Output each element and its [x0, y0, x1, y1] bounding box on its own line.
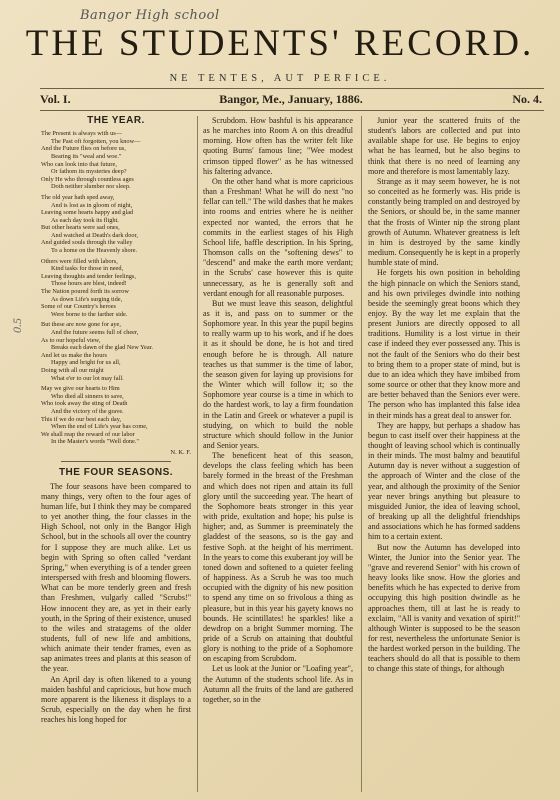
poem-line: The Past oft forgotten, you know—	[51, 137, 141, 145]
poem-line: Bearing its "weal and woe."	[51, 152, 122, 160]
column-divider	[361, 116, 362, 792]
poem-line: But these are now gone for aye,	[41, 321, 121, 329]
rule-top	[40, 88, 544, 89]
poem-line: Kind tasks for those in need,	[51, 265, 124, 273]
essay-paragraph: But now the Autumn has developed into Winter, the Junior into the Senior year. The "grave and reverend Senior" with his crown of heavy looks like snow. How the glories and benefits which he has expected to derive from occupying this high position dwindle as he approaches them, till at last he is ready to exclaim, "All is vanity and vexation of spirit!" although Winter is supposed to be the season for rest, nevertheless the unfortunate Senior is the hardest worked person in the building. The teachers should do all that is possible to them to change this state of things, for although	[368, 542, 520, 674]
poem-line: Who took away the sting of Death	[41, 400, 128, 408]
rule-under-issue	[40, 110, 544, 111]
poem-signature: N. K. F.	[170, 448, 191, 456]
essay-paragraph: He forgets his own position in beholding the high pinnacle on which the Seniors stand, and his own privileges dwindle into nothing beside the seemingly great boons which they enjoy. By the way let me explain that the present Juniors are directly opposed to all traditions. Humility is a lost virtue in their case if indeed they ever possessed any. This is not the fault of the Seniors who do their best to bring them to a proper state of mind, but is due to an idea which they have imbibed from some source or other that they know more and are better behaved than the Seniors ever were. The person who has implanted this false idea in their minds has a great deal to answer for.	[368, 268, 520, 420]
poem-line: The old year hath sped away,	[41, 193, 115, 201]
column-2	[203, 116, 353, 796]
poem-line: And is lost as in gloom of night,	[51, 201, 133, 209]
poem-line: May we give our hearts to Him	[41, 385, 120, 393]
essay-paragraph: On the other hand what is more capricious than a Freshman! What he will do next "no fellar can tell." The wild dashes that he makes into rooms and entries where he is neither expected nor wanted, the errors that he commits in the earliest stages of his High School life, baffle description. In his Spring, Thomson calls on the "softening dews" to "descend" and make the earth more verdant; in the Scrubs' case however this is quite unnecessary, as he is generally soft and verdant enough for all reasonable purposes.	[203, 176, 353, 298]
essay-paragraph: But we must leave this season, delightful as it is, and pass on to summer or the Sophomore year. In this year the pupil begins to really warm up to his work, and if he does it as it should be done, he is hot and tired enough before he is through. All nature teaches us that summer is the time of labor, the season given for laying up provisions for the Winter which will follow it; so the Sophomore year course is a time in which to do the hardest work, to lay a firm foundation in the Latin and Greek or whatever a pupil is studying, on which to build the noble structure which should follow in the Junior and Senior years.	[203, 298, 353, 450]
poem-line: And the future seems full of cheer,	[51, 329, 139, 336]
poem-line: To a home on the Heavenly shore.	[51, 247, 138, 255]
essay-paragraph: An April day is often likened to a young maiden bashful and capricious, but how much more apparent is the likeness it displays to a Scrub, especially on the day when he first reaches his long hoped for	[41, 674, 191, 725]
poem-line: And watched at Death's dark door,	[51, 231, 138, 239]
dateline: Bangor, Me., January, 1886.	[219, 92, 363, 106]
essay-paragraph: They are happy, but perhaps a shadow has begun to cast itself over their happiness at the thought of leaving school which is continually in their minds. The most balmy and beautiful Autumn day is never without a suggestion of the approach of Winter and the close of the year, and although the proximity of the Senior year never brings anything but pleasure to misguided Junior, the idea of leaving school, of breaking up all the delightful friendships and associations which he has formed saddens him to a certain extent.	[368, 420, 520, 542]
poem-line: Some of our Country's heroes	[41, 303, 116, 311]
column-divider	[197, 116, 198, 792]
essay-paragraph: The four seasons have been compared to many things, very often to the four ages of human life, but I think they may be compared to yet another thing, the four classes in the High School, not only in the Bangor High School, but in the schools all over the country for I suppose they are much alike. Let us begin with Spring so often called "verdant Spring," when everything is of a tender green interspersed with fresh and blooming flowers. What can be more tenderly green and fresh than Freshmen, vulgarly called "Scrubs!" How innocent they are, as yet in their early youth, in the Spring of their existence, unused to the wiles and stratagems of the older students, full of new life and ambitions, which animate their tender frames, even as sap animates trees and plants at this season of the year.	[41, 481, 191, 674]
poem-line: In the Master's words "Well done."	[51, 438, 139, 446]
essay-paragraph: Junior year the scattered fruits of the student's labors are collected and put into available shape for use. He begins to enjoy what he has learned, but he also begins to think that there is no need of learning any more and therefore is most lamentably lazy.	[368, 116, 520, 176]
poem-line: Happy and bright for us all,	[51, 359, 121, 367]
poem-line: And guided souls through the valley	[41, 239, 133, 247]
masthead-title: THE STUDENTS' RECORD.	[25, 23, 535, 64]
poem-line: Doth neither slumber nor sleep.	[51, 183, 131, 191]
poem-line: The Present is always with us—	[41, 130, 122, 138]
poem-stanza	[41, 194, 191, 255]
poem-line: Doing with all our might	[41, 366, 104, 374]
poem-line: Breaks each dawn of the glad New Year.	[51, 344, 153, 352]
poem-line: And the victory of the grave.	[51, 407, 124, 415]
essay-column-1	[41, 482, 191, 726]
poem-line: Who died all sinners to save,	[51, 392, 124, 400]
column-1	[41, 116, 191, 796]
poem-line: What e'er to our lot may fall.	[51, 374, 124, 382]
poem-line: Or fathom its mysteries deep?	[51, 168, 127, 176]
issue-number: No. 4.	[512, 92, 542, 106]
column-3	[368, 116, 520, 796]
poem-stanza	[41, 385, 191, 446]
poem-line: Those hours are blest, indeed!	[51, 280, 127, 288]
poem-line: Leaving some hearts happy and glad	[41, 209, 134, 217]
essay-column-3	[368, 116, 520, 675]
poem-line: And let us make the hours	[41, 351, 107, 359]
poem-line: As to our hopeful view,	[41, 336, 101, 344]
poem-line: As down Life's surging tide,	[51, 295, 123, 303]
poem-line: And the Future flies on before us,	[41, 145, 126, 153]
motto: NE TENTES, AUT PERFICE.	[169, 73, 391, 84]
poem-line: The Nation poured forth its sorrow	[41, 288, 129, 296]
essay-column-2	[203, 116, 353, 705]
issue-line	[40, 92, 542, 108]
poem-stanza	[41, 321, 191, 382]
poem-line: Others were filled with labors,	[41, 257, 118, 265]
handwritten-annotation: Bangor High school	[80, 8, 220, 23]
section-rule	[61, 461, 171, 462]
poem-stanza	[41, 130, 191, 191]
poem-line: When the end of Life's year has come,	[51, 423, 148, 431]
poem-line: Only He who through countless ages	[41, 175, 134, 183]
poem-line: But other hearts were sad ones,	[41, 224, 120, 232]
poem-stanza	[41, 258, 191, 319]
margin-note: 0.5	[10, 318, 24, 333]
essay-title: THE FOUR SEASONS.	[58, 466, 174, 478]
essay-paragraph: The beneficent heat of this season, develops the class feeling which has been barely formed in the breast of the Freshman and which does not ripen and attain its full glory until the succeeding year. The heart of the Sophomore beats stronger in this year with pride, exultation and hope; his pulse is higher; and, as Summer is preeminately the gladdest of the seasons, so is the gay and festive Soph. at the height of his merriment. In the years to come this exuberant joy will be toned down and softened to a quieter feeling of happiness. As a Scrub he was too much occupied with the dignity of his new position to spend any time on so frivolous a thing as pleasure, but in this year his gayety knows no bounds. He scintillates! he sparkles! like a dewdrop on a bright Summer morning. The pride of a Scrub on attaining that doubtful glory is nothing to the pride of a Sophomore on escaping from Scrubdom.	[203, 451, 353, 664]
poem-line: We shall reap the reward of our labor	[41, 430, 135, 438]
poem-line: Leaving thoughts and tender feelings,	[41, 272, 136, 280]
volume-label: Vol. I.	[40, 92, 71, 106]
poem-body	[41, 130, 191, 446]
essay-paragraph: Let us look at the Junior or "Loafing year", the Autumn of the students school life. As in Autumn all the fruits of the land are gathered together, so in the	[203, 664, 353, 704]
poem-line: As each day took its flight.	[51, 216, 119, 224]
poem-line: Were borne to the farther side.	[51, 310, 128, 318]
essay-paragraph: Strange as it may seem however, he is not so conceited as he formerly was. His pride is constantly being trampled on and destroyed by the Seniors, or should be, in the same manner that the frosts of Winter nip the strong plant growth of Autumn. Whatever greatness is left in him is destroyed by the same kindly medium. Consequently he is kept in a properly humble state of mind.	[368, 176, 520, 268]
essay-paragraph: Scrubdom. How bashful is his appearance as he marches into Room A on this dreadful morning. How often has the writer felt like quoting Burns' famous line; "Wee modest crimson tipped flower" as he has witnessed his faltering advance.	[203, 116, 353, 176]
poem-title: THE YEAR.	[87, 116, 145, 126]
poem-line: This if we do our best each day,	[41, 415, 122, 423]
poem-line: Who can look into that future,	[41, 160, 117, 168]
